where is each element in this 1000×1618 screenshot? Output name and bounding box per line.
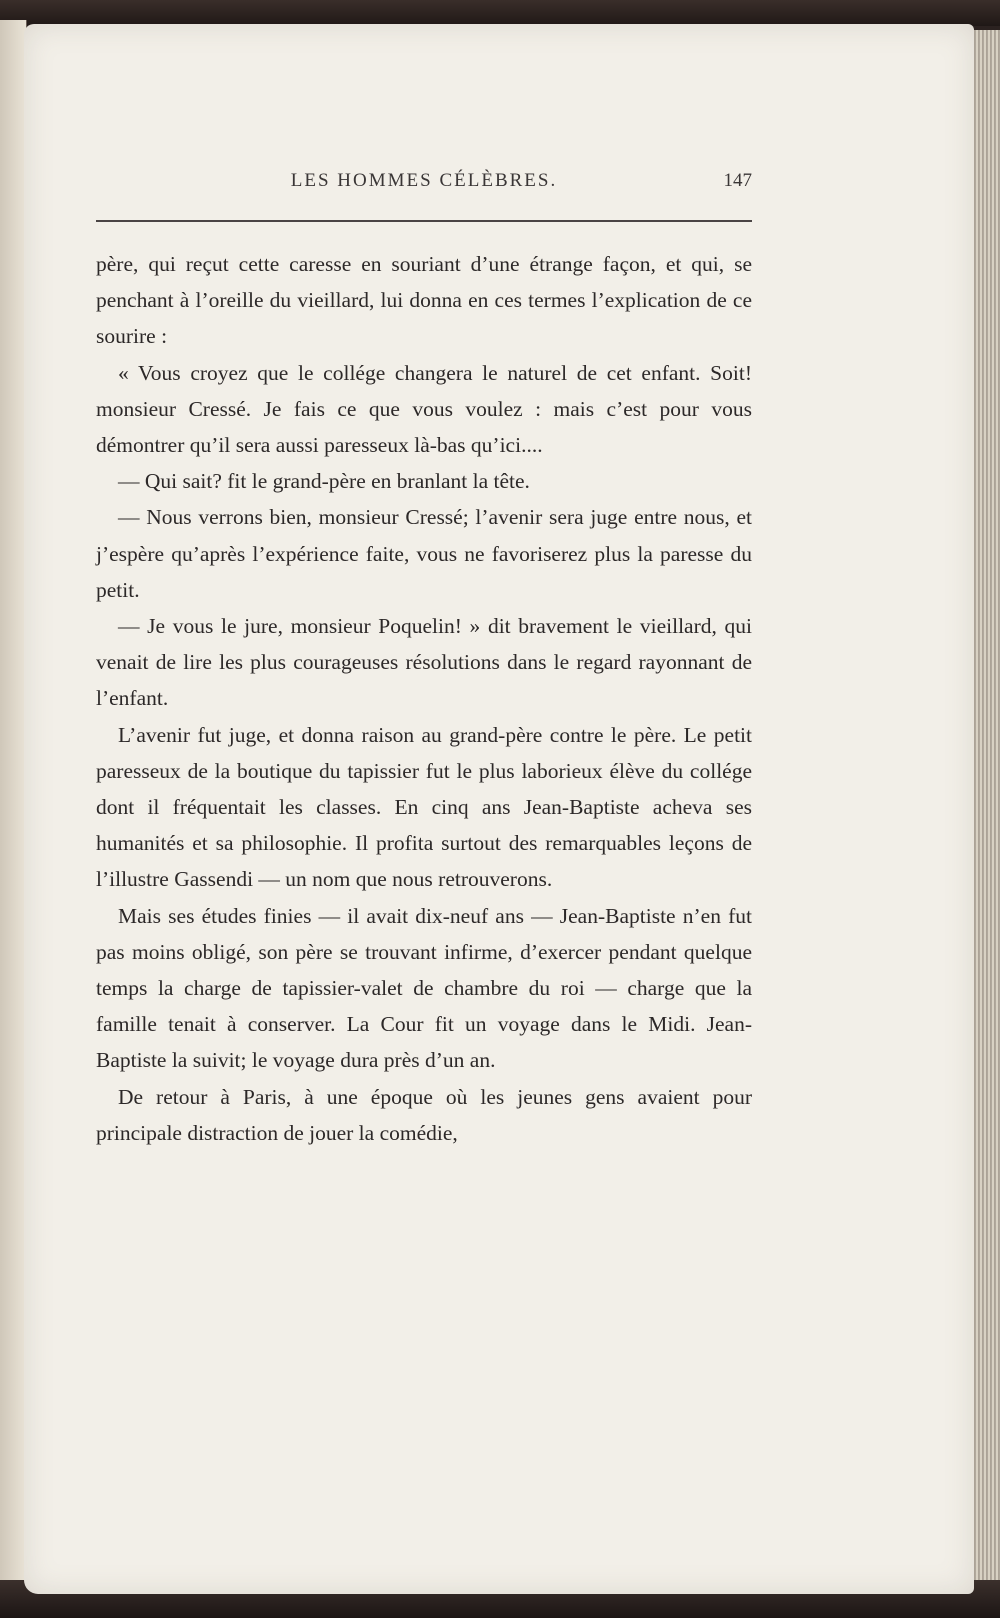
top-page-edge: [0, 0, 1000, 26]
paragraph: « Vous croyez que le collége changera le naturel de cet enfant. Soit! monsieur Cressé. Je fais ce que vous voulez : mais c’est pour vous démontrer qu’il sera aussi paresseux là-bas qu’ici....: [96, 360, 752, 458]
body-text: [96, 246, 752, 1151]
paragraph: — Nous verrons bien, monsieur Cressé; l’avenir sera juge entre nous, et j’espère qu’après l’expérience faite, vous ne favoriserez plus la paresse du petit.: [96, 505, 752, 602]
page-number: 147: [723, 170, 752, 191]
left-page-edge: [0, 20, 27, 1580]
right-page-stack: [972, 30, 1000, 1600]
paragraph: — Qui sait? fit le grand-père en branlant la tête.: [118, 469, 530, 494]
page-header: [96, 170, 752, 206]
paragraph: De retour à Paris, à une époque où les jeunes gens avaient pour principale distraction de jouer la comédie,: [96, 1084, 752, 1145]
paragraph: père, qui reçut cette caresse en souriant d’une étrange façon, et qui, se penchant à l’oreille du vieillard, lui donna en ces termes l’explication de ce sourire :: [96, 252, 752, 349]
running-title: LES HOMMES CÉLÈBRES.: [290, 170, 558, 191]
header-rule: [96, 220, 752, 222]
paragraph: Mais ses études finies — il avait dix-neuf ans — Jean-Baptiste n’en fut pas moins obligé, son père se trouvant infirme, d’exercer pendant quelque temps la charge de tapissier-valet de chambre du roi — charge que la famille tenait à conserver. La Cour fit un voyage dans le Midi. Jean-Baptiste la suivit; le voyage dura près d’un an.: [96, 903, 752, 1073]
paragraph: — Je vous le jure, monsieur Poquelin! » dit bravement le vieillard, qui venait de lire les plus courageuses résolutions dans le regard rayonnant de l’enfant.: [96, 614, 752, 711]
paragraph: L’avenir fut juge, et donna raison au grand-père contre le père. Le petit paresseux de la boutique du tapissier fut le plus laborieux élève du collége dont il fréquentait les classes. En cinq ans Jean-Baptiste acheva ses humanités et sa philosophie. Il profita surtout des remarquables leçons de l’illustre Gassendi — un nom que nous retrouverons.: [96, 722, 752, 892]
